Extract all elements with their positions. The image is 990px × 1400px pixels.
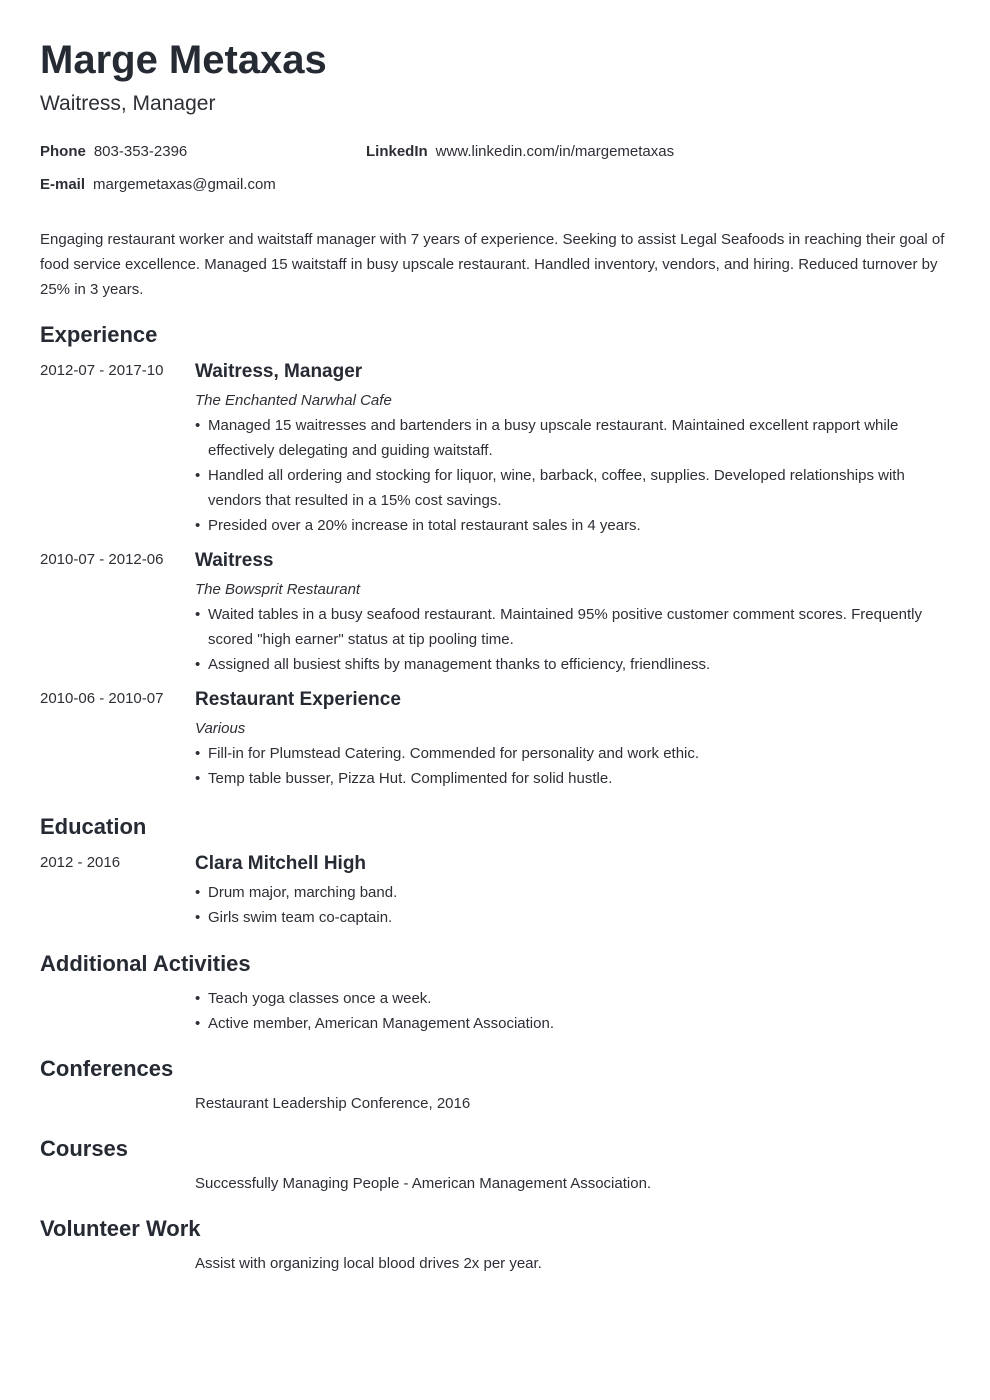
- job-role: Restaurant Experience: [195, 689, 401, 710]
- bullet-item: • Teach yoga classes once a week.: [195, 986, 950, 1011]
- email-value[interactable]: margemetaxas@gmail.com: [93, 176, 276, 193]
- job-org: The Bowsprit Restaurant: [195, 581, 361, 598]
- conference-item: Restaurant Leadership Conference, 2016: [195, 1095, 471, 1112]
- education-section: [40, 813, 950, 930]
- contact-phone: [40, 142, 187, 162]
- course-item: Successfully Managing People - American Management Association.: [195, 1175, 652, 1192]
- bullet-item: • Presided over a 20% increase in total restaurant sales in 4 years.: [195, 513, 950, 538]
- job-role: Waitress: [195, 550, 274, 571]
- job-entry: [40, 359, 950, 538]
- contact-email: [40, 175, 276, 195]
- email-label: E-mail: [40, 176, 86, 193]
- contact-linkedin: [366, 142, 674, 162]
- section-heading: Conferences: [40, 1056, 174, 1081]
- job-org: The Enchanted Narwhal Cafe: [195, 392, 392, 409]
- volunteer-item: Assist with organizing local blood drives 2x per year.: [195, 1255, 542, 1272]
- section-heading: Courses: [40, 1136, 129, 1161]
- education-dates: 2012 - 2016: [40, 854, 121, 871]
- phone-value: 803-353-2396: [93, 143, 188, 160]
- linkedin-label: LinkedIn: [366, 143, 428, 160]
- activities-section: [40, 950, 950, 1036]
- bullet-item: • Fill-in for Plumstead Catering. Commended for personality and work ethic.: [195, 741, 950, 766]
- courses-section: [40, 1135, 950, 1196]
- job-org: Various: [195, 720, 246, 737]
- bullet-item: • Temp table busser, Pizza Hut. Complimented for solid hustle.: [195, 766, 950, 791]
- bullet-item: • Managed 15 waitresses and bartenders in a busy upscale restaurant. Maintained excellent rapport while effectively delegating and guiding waitstaff.: [195, 413, 950, 463]
- section-heading: Experience: [40, 322, 158, 347]
- activities-bullets: [195, 986, 950, 1036]
- candidate-name: Marge Metaxas: [40, 38, 327, 82]
- bullet-item: • Assigned all busiest shifts by management thanks to efficiency, friendliness.: [195, 652, 950, 677]
- bullet-item: • Girls swim team co-captain.: [195, 905, 950, 930]
- job-dates: 2010-07 - 2012-06: [40, 551, 164, 568]
- linkedin-value[interactable]: www.linkedin.com/in/margemetaxas: [435, 143, 675, 160]
- volunteer-section: [40, 1215, 950, 1276]
- job-bullets: [195, 741, 950, 791]
- job-entry: [40, 687, 950, 791]
- job-dates: 2012-07 - 2017-10: [40, 362, 164, 379]
- section-heading: Additional Activities: [40, 951, 251, 976]
- experience-section: [40, 321, 950, 791]
- education-entry: [40, 851, 950, 930]
- conferences-section: [40, 1055, 950, 1116]
- bullet-item: • Waited tables in a busy seafood restaurant. Maintained 95% positive customer comment scores. Frequently scored "high earner" status at tip pooling time.: [195, 602, 950, 652]
- bullet-item: • Active member, American Management Association.: [195, 1011, 950, 1036]
- school-name: Clara Mitchell High: [195, 853, 367, 874]
- job-entry: [40, 548, 950, 677]
- section-heading: Education: [40, 814, 147, 839]
- job-dates: 2010-06 - 2010-07: [40, 690, 164, 707]
- education-bullets: [195, 880, 950, 930]
- summary-paragraph: Engaging restaurant worker and waitstaff manager with 7 years of experience. Seeking to assist Legal Seafoods in reaching their goal of food service excellence. Managed 15 waitstaff in busy upscale restaurant. Handled inventory, vendors, and hiring. Reduced turnover by 25% in 3 years.: [40, 231, 945, 298]
- section-heading: Volunteer Work: [40, 1216, 201, 1241]
- candidate-title: Waitress, Manager: [40, 92, 216, 115]
- bullet-item: • Handled all ordering and stocking for liquor, wine, barback, coffee, supplies. Developed relationships with vendors that resulted in a 15% cost savings.: [195, 463, 950, 513]
- bullet-item: • Drum major, marching band.: [195, 880, 950, 905]
- job-bullets: [195, 602, 950, 677]
- phone-label: Phone: [40, 143, 86, 160]
- job-role: Waitress, Manager: [195, 361, 363, 382]
- job-bullets: [195, 413, 950, 538]
